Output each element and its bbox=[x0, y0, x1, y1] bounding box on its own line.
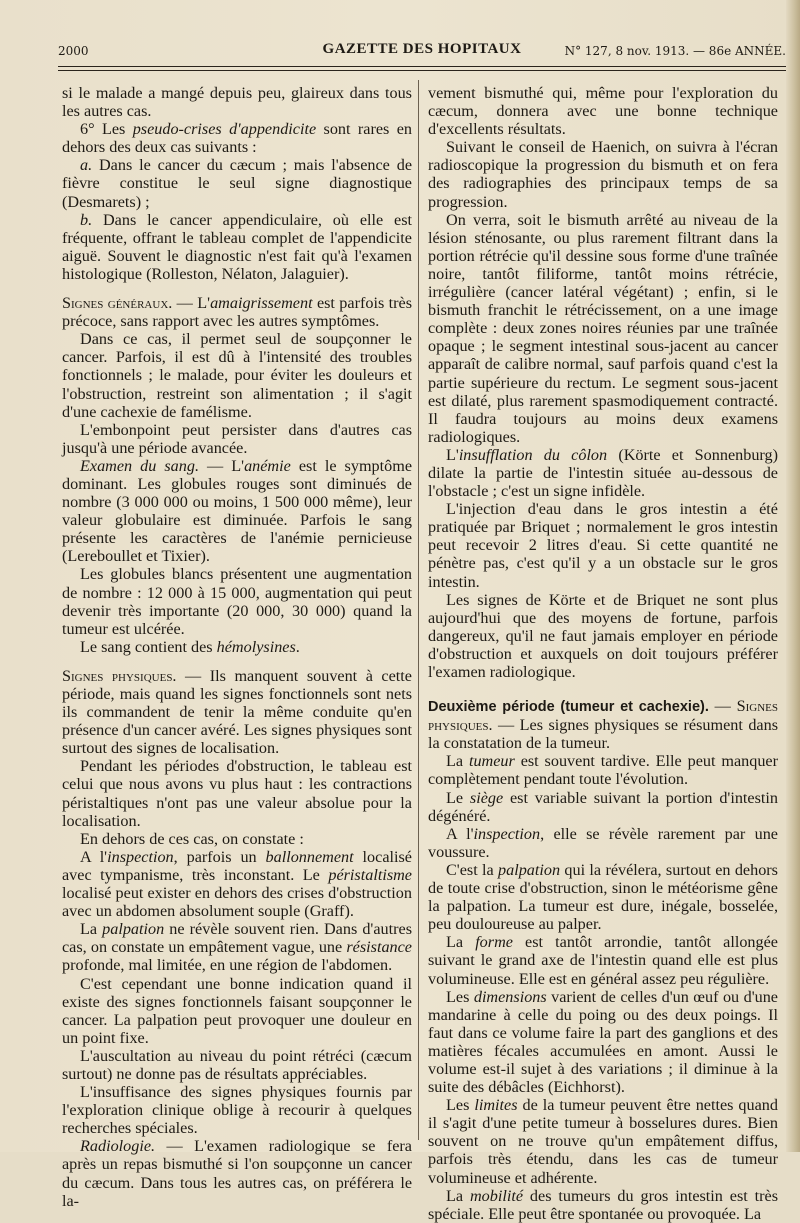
subsection-heading: Radiologie. bbox=[80, 1137, 156, 1156]
paragraph: En dehors de ces cas, on constate : bbox=[80, 829, 304, 848]
left-column bbox=[62, 84, 412, 1210]
subsection-heading: Examen du sang. bbox=[80, 456, 200, 475]
section-heading: Deuxième période (tumeur et cachexie). bbox=[428, 699, 709, 716]
paragraph: L'embonpoint peut persister dans d'autres cas jusqu'à une période avancée. bbox=[62, 420, 412, 457]
paragraph: C'est la palpation qui la révélera, surtout en dehors de toute crise d'obstruction, sinon le météorisme gêne la palpation. La tumeur est dure, inégale, bosselée, peu douloureuse au palper. bbox=[428, 860, 778, 934]
paragraph: si le malade a mangé depuis peu, glaireux dans tous les autres cas. bbox=[62, 84, 412, 121]
header-rule bbox=[58, 66, 786, 67]
paragraph: Le sang contient des hémolysines. bbox=[80, 637, 300, 656]
paragraph: La palpation ne révèle souvent rien. Dans d'autres cas, on constate un empâtement vague, une résistance profonde, mal limitée, en une région de l'abdomen. bbox=[62, 920, 412, 975]
paragraph: L'injection d'eau dans le gros intestin a été pratiquée par Briquet ; normalement le gros intestin peut recevoir 2 litres d'eau. Si cette quantité ne pénètre pas, c'est qu'il y a un obstacle sur le gros intestin. bbox=[428, 500, 778, 591]
paragraph: Les signes de Körte et de Briquet ne sont plus aujourd'hui que des moyens de fortune, parfois dangereux, qu'il ne faut jamais employer en période d'obstruction et auxquels on doit toujours préférer l'examen radiologique. bbox=[428, 590, 778, 681]
right-column bbox=[428, 84, 778, 1223]
header-rule-secondary bbox=[58, 70, 786, 71]
paragraph: 6° Les pseudo-crises d'appendicite sont rares en dehors des deux cas suivants : bbox=[62, 120, 412, 157]
paragraph: Les dimensions varient de celles d'un œuf ou d'une mandarine à celle du poing ou des deux poings. Il faut dans ce volume faire la part des ganglions et des matières fécales accumulées en amont. Aussi le volume est-il sujet à des variations ; il diminue à la suite des débâcles (Eichhorst). bbox=[428, 987, 778, 1097]
paragraph: b. Dans le cancer appendiculaire, où elle est fréquente, offrant le tableau complet de l'appendicite aiguë. Souvent le diagnostic n'est fait qu'à l'examen histologique (Rolleston, Nélaton, Jalaguier). bbox=[62, 210, 412, 283]
paragraph: La tumeur est souvent tardive. Elle peut manquer complètement pendant toute l'évolution. bbox=[428, 752, 778, 789]
paragraph: A l'inspection, elle se révèle rarement par une voussure. bbox=[428, 824, 778, 861]
paragraph: Les limites de la tumeur peuvent être nettes quand il s'agit d'une petite tumeur à bosselures dures. Bien souvent on ne trouve qu'un empâtement diffus, parfois très étendu, dans les cas de tumeur volumineuse et adhérente. bbox=[428, 1096, 778, 1187]
section-heading: Signes physiques. bbox=[62, 666, 177, 685]
section-signes-physiques: Signes physiques. — Ils manquent souvent à cette période, mais quand les signes fonctionnels sont nets ils commandent de tenir la même conduite qu'en présence d'un cancer avéré. Les signes physiques sont surtout des signes de localisation. bbox=[62, 666, 412, 758]
paragraph: C'est cependant une bonne indication quand il existe des signes fonctionnels faisant soupçonner le cancer. La palpation peut provoquer une douleur en un point fixe. bbox=[62, 974, 412, 1047]
section-heading: Signes généraux. bbox=[62, 294, 173, 313]
paragraph: Suivant le conseil de Haenich, on suivra à l'écran radioscopique la progression du bismuth et on fera des radiographies des principaux temps de sa progression. bbox=[428, 138, 778, 211]
paragraph: La forme est tantôt arrondie, tantôt allongée suivant le grand axe de l'intestin quand elle est plus volumineuse. Elle est en général assez peu régulière. bbox=[428, 933, 778, 988]
page-edge bbox=[786, 0, 800, 1152]
paragraph: A l'inspection, parfois un ballonnement localisé avec tympanisme, très inconstant. Le péristaltisme localisé peut exister en dehors des crises d'obstruction avec un abdomen absolument souple (Graff). bbox=[62, 847, 412, 921]
page-number: 2000 bbox=[58, 44, 89, 58]
section-deuxieme-periode: Deuxième période (tumeur et cachexie). — Signes physiques. — Les signes physiques se résument dans la constatation de la tumeur. bbox=[428, 697, 778, 753]
paragraph: Dans ce cas, il permet seul de soupçonner le cancer. Parfois, il est dû à l'intensité des troubles fonctionnels ; le malade, pour éviter les douleurs et l'obstruction, restreint son alimentation ; il s'agit d'une cachexie de famélisme. bbox=[62, 330, 412, 421]
paragraph: Le siège est variable suivant la portion d'intestin dégénéré. bbox=[428, 788, 779, 825]
column-divider bbox=[418, 80, 419, 1140]
paragraph: vement bismuthé qui, même pour l'exploration du cæcum, donnera avec une bonne technique d'excellents résultats. bbox=[428, 84, 778, 139]
paragraph: Pendant les périodes d'obstruction, le tableau est celui que nous avons vu plus haut : les contractions péristaltiques n'ont pas une valeur absolue pour la localisation. bbox=[62, 757, 412, 830]
journal-title: GAZETTE DES HOPITAUX bbox=[322, 41, 522, 57]
paragraph: Examen du sang. — L'anémie est le symptôme dominant. Les globules rouges sont diminués de nombre (3 000 000 ou moins, 1 500 000 même), leur valeur globulaire est diminuée. Parfois le sang présente les caractères de l'anémie pernicieuse (Lereboullet et Tixier). bbox=[62, 456, 413, 566]
issue-info: N° 127, 8 nov. 1913. — 86e ANNÉE. bbox=[564, 44, 786, 58]
paragraph: La mobilité des tumeurs du gros intestin est très spéciale. Elle peut être spontanée ou provoquée. La bbox=[428, 1186, 779, 1223]
paragraph: L'auscultation au niveau du point rétréci (cæcum surtout) ne donne pas de résultats appréciables. bbox=[62, 1046, 412, 1083]
paragraph: Radiologie. — L'examen radiologique se fera après un repas bismuthé si l'on soupçonne un cancer du cæcum. Dans tous les autres cas, on préférera le la- bbox=[62, 1137, 412, 1210]
page-header bbox=[58, 38, 786, 62]
paragraph: L'insufflation du côlon (Körte et Sonnenburg) dilate la partie de l'intestin située au-dessous de l'obstacle ; c'est un signe infidèle. bbox=[428, 445, 778, 501]
section-signes-generaux: Signes généraux. — L'amaigrissement est parfois très précoce, sans rapport avec les autres symptômes. bbox=[62, 294, 412, 331]
paragraph: a. Dans le cancer du cæcum ; mais l'absence de fièvre constitue le seul signe diagnostique (Desmarets) ; bbox=[62, 156, 412, 211]
paragraph: L'insuffisance des signes physiques fournis par l'exploration clinique oblige à recourir à quelques recherches spéciales. bbox=[62, 1083, 412, 1138]
paragraph: On verra, soit le bismuth arrêté au niveau de la lésion sténosante, ou plus rarement filtrant dans la portion rétrécie qu'il dessine sous forme d'une traînée noire, tantôt filiforme, tantôt moins rétrécie, irrégulière (cancer latéral végétant) ; enfin, si le bismuth franchit le rétrécissement, on a une image complète : deux zones noires réunies par une traînée opaque ; le segment intestinal sous-jacent au cancer apparaît de calibre normal, sauf parfois quand c'est la partie supérieure du rectum. Le segment sous-jacent est dilaté, plus rarement spasmodiquement contracté. Il faudra toujours au moins deux examens radiologiques. bbox=[428, 210, 778, 446]
paragraph: Les globules blancs présentent une augmentation de nombre : 12 000 à 15 000, augmentation qui peut devenir très importante (20 000, 30 000) quand la tumeur est ulcérée. bbox=[62, 565, 412, 638]
